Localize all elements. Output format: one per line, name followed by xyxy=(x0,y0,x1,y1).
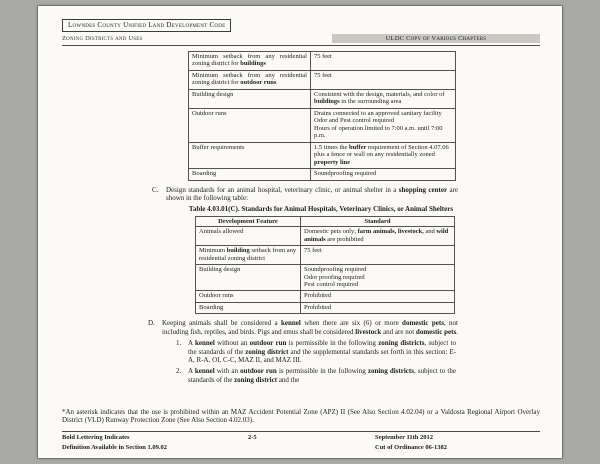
animal-standards-table-continued xyxy=(188,51,456,181)
feature-cell: Boarding xyxy=(189,169,311,180)
standard-line: Drains connected to an approved sanitary facility xyxy=(314,109,442,117)
table-row xyxy=(189,89,456,108)
item-text: Keeping animals shall be considered a kennel when there are six (6) or more domestic pets, not including fish, reptiles, and birds. Pigs and emus shall be considered livestock and are not domestic pets. xyxy=(162,319,458,336)
shopping-center-standards-table xyxy=(195,216,455,315)
column-header-standard: Standard xyxy=(301,216,455,226)
standard-cell: Soundproofing required xyxy=(311,169,456,180)
standard-line: Odor proofing required xyxy=(304,273,365,281)
feature-cell: Minimum building setback from any residential zoning district xyxy=(196,246,301,265)
table-row xyxy=(189,52,456,71)
footer-definition-note: Definition Available in Section 1.09.02 xyxy=(62,444,167,451)
standard-line: Odor and Pest control required xyxy=(314,117,395,125)
item-text: A kennel without an outdoor run is permissible in the following zoning districts, subject to the standards of the zoning district and the supplemental standards set forth in this section: E-A, R-A, OI, C-C, MAZ II, and MAZ III. xyxy=(188,339,456,364)
header-row xyxy=(62,34,540,43)
footer-bold-note: Bold Lettering Indicates xyxy=(62,434,130,441)
standard-cell xyxy=(301,265,455,291)
table-row xyxy=(196,265,455,291)
footer-row xyxy=(62,434,540,444)
standard-cell xyxy=(311,108,456,142)
list-item-d1 xyxy=(176,339,456,364)
page-number: 2-5 xyxy=(248,434,257,441)
standard-line: Soundproofing required xyxy=(304,266,367,274)
table-row xyxy=(189,108,456,142)
table-row xyxy=(189,169,456,180)
feature-cell: Building design xyxy=(196,265,301,291)
footer-date: September 11th 2012 xyxy=(375,434,434,441)
table-row xyxy=(189,142,456,168)
standard-cell: Prohibited xyxy=(301,291,455,302)
page-footer xyxy=(62,431,540,454)
section-label: Zoning Districts and Uses xyxy=(62,35,143,42)
table-row xyxy=(189,70,456,89)
table-row xyxy=(196,246,455,265)
standard-cell: Domestic pets only; farm animals, livestock, and wild animals are prohibited xyxy=(301,227,455,246)
feature-cell: Boarding xyxy=(196,302,301,313)
feature-cell: Minimum setback from any residential zoning district for buildings xyxy=(189,52,311,71)
header-rule xyxy=(62,45,540,46)
feature-cell: Minimum setback from any residential zoning district for outdoor runs xyxy=(189,70,311,89)
table-row xyxy=(196,302,455,313)
feature-cell: Buffer requirements xyxy=(189,142,311,168)
table-row xyxy=(196,291,455,302)
chapter-label: ULDC Copy of Various Chapters xyxy=(332,34,540,43)
standard-line: Hours of operation limited to 7:00 a.m. until 7:00 p.m. xyxy=(314,124,443,140)
table-row xyxy=(196,227,455,246)
standard-cell: Consistent with the design, materials, and color of buildings in the surrounding area xyxy=(311,89,456,108)
item-label: 1. xyxy=(176,339,182,348)
standard-cell: 1.5 times the buffer requirement of Section 4.07.06 plus a fence or wall on any residentially zoned property line xyxy=(311,142,456,168)
page-header xyxy=(62,14,540,46)
document-page xyxy=(38,6,562,458)
feature-cell: Animals allowed xyxy=(196,227,301,246)
table-header-row xyxy=(196,216,455,226)
column-header-feature: Development Feature xyxy=(196,216,301,226)
standard-line: Pest control required xyxy=(304,281,359,289)
item-label: 2. xyxy=(176,367,182,376)
list-item-d xyxy=(148,319,458,336)
footer-rule xyxy=(62,431,540,432)
footer-row xyxy=(62,444,540,454)
item-label: C. xyxy=(152,185,159,194)
table-caption: Table 4.03.01(C). Standards for Animal Hospitals, Veterinary Clinics, or Animal Shelters xyxy=(188,205,454,214)
item-text: Design standards for an animal hospital, veterinary clinic, or animal shelter in a shopping center are shown in the following table: xyxy=(166,185,458,202)
standard-cell: 75 feet xyxy=(311,52,456,71)
footer-ordinance: Cut of Ordinance 06-1382 xyxy=(375,444,448,451)
feature-cell: Outdoor runs xyxy=(189,108,311,142)
standard-cell: Prohibited xyxy=(301,302,455,313)
asterisk-footnote: *An asterisk indicates that the use is prohibited within an MAZ Accident Potential Zone (APZ) II (See Also Section 4.02.04) or a Valdosta Regional Airport Overlay District (VLD) Runway Protection Zone (See Also Section 4.02.03). xyxy=(62,407,540,425)
feature-cell: Building design xyxy=(189,89,311,108)
standard-cell: 75 feet xyxy=(311,70,456,89)
feature-cell: Outdoor runs xyxy=(196,291,301,302)
list-item-c xyxy=(152,186,458,203)
standard-cell: 75 feet xyxy=(301,246,455,265)
item-label: D. xyxy=(148,319,155,328)
item-text: A kennel with an outdoor run is permissible in the following zoning districts, subject to the standards of the zoning district and the xyxy=(188,367,456,384)
code-title: Lowndes County Unified Land Development Code xyxy=(62,19,231,32)
list-item-d2 xyxy=(176,367,456,384)
